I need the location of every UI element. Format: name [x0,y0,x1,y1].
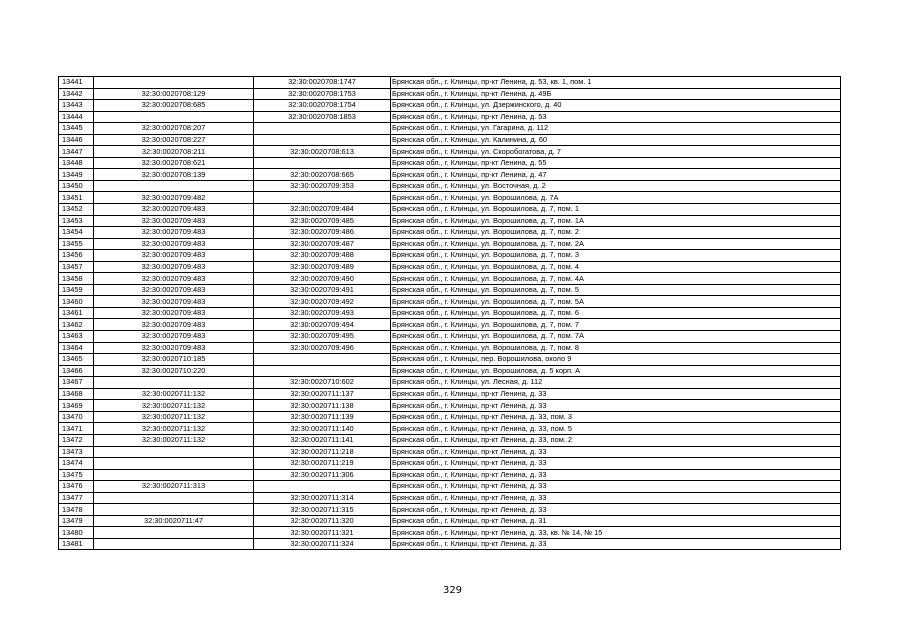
table-row [59,434,841,446]
table-row [59,215,841,227]
row-number-cell: 13472 [59,434,94,446]
cadastral-number-cell: 32:30:0020709:483 [94,342,254,354]
cadastral-number-cell: 32:30:0020711:132 [94,400,254,412]
address-cell: Брянская обл., г. Клинцы, ул. Восточная, д. 2 [391,180,841,192]
row-number-cell: 13463 [59,331,94,343]
row-number-cell: 13449 [59,169,94,181]
row-number-cell: 13445 [59,123,94,135]
address-cell: Брянская обл., г. Клинцы, ул. Ворошилова, д. 7, пом. 1 [391,204,841,216]
object-cadastral-number-cell: 32:30:0020709:487 [254,238,391,250]
object-cadastral-number-cell [254,192,391,204]
row-number-cell: 13461 [59,307,94,319]
object-cadastral-number-cell: 32:30:0020711:314 [254,492,391,504]
cadastral-number-cell [94,527,254,539]
address-cell: Брянская обл., г. Клинцы, пр-кт Ленина, д. 53, кв. 1, пом. 1 [391,77,841,89]
table-row [59,111,841,123]
cadastral-number-cell: 32:30:0020709:483 [94,238,254,250]
row-number-cell: 13471 [59,423,94,435]
row-number-cell: 13444 [59,111,94,123]
object-cadastral-number-cell: 32:30:0020711:138 [254,400,391,412]
cadastral-number-cell: 32:30:0020709:483 [94,215,254,227]
cadastral-number-cell: 32:30:0020710:185 [94,354,254,366]
cadastral-number-cell [94,538,254,550]
cadastral-number-cell [94,504,254,516]
cadastral-number-cell: 32:30:0020708:227 [94,134,254,146]
cadastral-number-cell: 32:30:0020711:132 [94,434,254,446]
cadastral-number-cell: 32:30:0020709:483 [94,204,254,216]
table-row [59,238,841,250]
cadastral-number-cell [94,469,254,481]
cadastral-number-cell: 32:30:0020708:139 [94,169,254,181]
table-body [59,77,841,550]
address-cell: Брянская обл., г. Клинцы, пр-кт Ленина, д. 33 [391,538,841,550]
address-cell: Брянская обл., г. Клинцы, ул. Лесная, д. 112 [391,377,841,389]
address-cell: Брянская обл., г. Клинцы, пр-кт Ленина, д. 33, пом. 3 [391,411,841,423]
table-row [59,411,841,423]
object-cadastral-number-cell: 32:30:0020709:493 [254,307,391,319]
row-number-cell: 13477 [59,492,94,504]
object-cadastral-number-cell: 32:30:0020709:485 [254,215,391,227]
object-cadastral-number-cell: 32:30:0020711:320 [254,515,391,527]
object-cadastral-number-cell: 32:30:0020709:484 [254,204,391,216]
address-cell: Брянская обл., г. Клинцы, пр-кт Ленина, д. 33 [391,388,841,400]
address-cell: Брянская обл., г. Клинцы, пр-кт Ленина, д. 33, пом. 2 [391,434,841,446]
table-row [59,77,841,89]
address-cell: Брянская обл., г. Клинцы, ул. Ворошилова, д. 7, пом. 7 [391,319,841,331]
row-number-cell: 13478 [59,504,94,516]
table-row [59,169,841,181]
table-row [59,273,841,285]
object-cadastral-number-cell: 32:30:0020709:486 [254,227,391,239]
address-cell: Брянская обл., г. Клинцы, пр-кт Ленина, д. 33 [391,446,841,458]
row-number-cell: 13451 [59,192,94,204]
cadastral-number-cell [94,377,254,389]
object-cadastral-number-cell [254,365,391,377]
address-cell: Брянская обл., г. Клинцы, пр-кт Ленина, д. 47 [391,169,841,181]
address-cell: Брянская обл., г. Клинцы, ул. Скоробогатова, д. 7 [391,146,841,158]
cadastral-number-cell: 32:30:0020708:621 [94,157,254,169]
row-number-cell: 13448 [59,157,94,169]
object-cadastral-number-cell: 32:30:0020710:602 [254,377,391,389]
cadastral-number-cell [94,180,254,192]
object-cadastral-number-cell [254,354,391,366]
object-cadastral-number-cell [254,481,391,493]
table-row [59,319,841,331]
table-row [59,446,841,458]
object-cadastral-number-cell: 32:30:0020708:613 [254,146,391,158]
row-number-cell: 13480 [59,527,94,539]
cadastral-number-cell: 32:30:0020711:132 [94,423,254,435]
cadastral-number-cell: 32:30:0020708:129 [94,88,254,100]
object-cadastral-number-cell: 32:30:0020709:491 [254,284,391,296]
table-row [59,354,841,366]
page-number: 329 [442,585,463,596]
address-cell: Брянская обл., г. Клинцы, ул. Ворошилова, д. 5 корп. А [391,365,841,377]
table-row [59,342,841,354]
address-cell: Брянская обл., г. Клинцы, ул. Гагарина, д. 112 [391,123,841,135]
cadastral-number-cell: 32:30:0020709:482 [94,192,254,204]
cadastral-number-cell: 32:30:0020709:483 [94,331,254,343]
object-cadastral-number-cell: 32:30:0020708:1754 [254,100,391,112]
row-number-cell: 13476 [59,481,94,493]
address-cell: Брянская обл., г. Клинцы, пр-кт Ленина, д. 33 [391,469,841,481]
object-cadastral-number-cell [254,157,391,169]
object-cadastral-number-cell: 32:30:0020711:315 [254,504,391,516]
table-row [59,538,841,550]
table-row [59,469,841,481]
object-cadastral-number-cell: 32:30:0020709:495 [254,331,391,343]
cadastral-number-cell: 32:30:0020708:207 [94,123,254,135]
cadastral-number-cell: 32:30:0020709:483 [94,296,254,308]
address-cell: Брянская обл., г. Клинцы, пр-кт Ленина, д. 49Б [391,88,841,100]
table-row [59,157,841,169]
address-cell: Брянская обл., г. Клинцы, ул. Дзержинского, д. 40 [391,100,841,112]
table-row [59,204,841,216]
row-number-cell: 13465 [59,354,94,366]
cadastral-number-cell [94,492,254,504]
address-cell: Брянская обл., г. Клинцы, пр-кт Ленина, д. 33 [391,504,841,516]
row-number-cell: 13450 [59,180,94,192]
row-number-cell: 13481 [59,538,94,550]
table-row [59,123,841,135]
row-number-cell: 13455 [59,238,94,250]
object-cadastral-number-cell: 32:30:0020709:353 [254,180,391,192]
address-cell: Брянская обл., г. Клинцы, ул. Ворошилова, д. 7, пом. 4 [391,261,841,273]
address-cell: Брянская обл., г. Клинцы, пр-кт Ленина, д. 31 [391,515,841,527]
object-cadastral-number-cell: 32:30:0020711:140 [254,423,391,435]
row-number-cell: 13467 [59,377,94,389]
row-number-cell: 13459 [59,284,94,296]
row-number-cell: 13453 [59,215,94,227]
row-number-cell: 13446 [59,134,94,146]
object-cadastral-number-cell: 32:30:0020709:492 [254,296,391,308]
address-cell: Брянская обл., г. Клинцы, ул. Ворошилова, д. 7, пом. 4А [391,273,841,285]
table-row [59,388,841,400]
cadastral-number-cell [94,458,254,470]
table-row [59,146,841,158]
table-row [59,192,841,204]
row-number-cell: 13456 [59,250,94,262]
row-number-cell: 13457 [59,261,94,273]
object-cadastral-number-cell: 32:30:0020708:1753 [254,88,391,100]
row-number-cell: 13469 [59,400,94,412]
address-cell: Брянская обл., г. Клинцы, ул. Ворошилова, д. 7, пом. 2А [391,238,841,250]
address-cell: Брянская обл., г. Клинцы, пр-кт Ленина, д. 33 [391,400,841,412]
object-cadastral-number-cell: 32:30:0020711:321 [254,527,391,539]
address-cell: Брянская обл., г. Клинцы, ул. Ворошилова, д. 7, пом. 7А [391,331,841,343]
cadastral-number-cell: 32:30:0020708:685 [94,100,254,112]
row-number-cell: 13441 [59,77,94,89]
table-row [59,284,841,296]
row-number-cell: 13466 [59,365,94,377]
table-row [59,365,841,377]
cadastral-number-cell: 32:30:0020709:483 [94,307,254,319]
row-number-cell: 13454 [59,227,94,239]
table-row [59,227,841,239]
address-cell: Брянская обл., г. Клинцы, пр-кт Ленина, д. 53 [391,111,841,123]
row-number-cell: 13442 [59,88,94,100]
table-row [59,88,841,100]
address-cell: Брянская обл., г. Клинцы, пер. Ворошилова, около 9 [391,354,841,366]
cadastral-number-cell: 32:30:0020710:220 [94,365,254,377]
object-cadastral-number-cell: 32:30:0020711:306 [254,469,391,481]
address-cell: Брянская обл., г. Клинцы, ул. Ворошилова, д. 7, пом. 8 [391,342,841,354]
cadastral-number-cell: 32:30:0020708:211 [94,146,254,158]
object-cadastral-number-cell [254,134,391,146]
table-row [59,515,841,527]
row-number-cell: 13475 [59,469,94,481]
cadastral-number-cell: 32:30:0020709:483 [94,261,254,273]
table-row [59,377,841,389]
object-cadastral-number-cell: 32:30:0020711:141 [254,434,391,446]
row-number-cell: 13443 [59,100,94,112]
cadastral-number-cell: 32:30:0020711:47 [94,515,254,527]
object-cadastral-number-cell: 32:30:0020711:219 [254,458,391,470]
object-cadastral-number-cell: 32:30:0020709:490 [254,273,391,285]
cadastral-number-cell: 32:30:0020709:483 [94,319,254,331]
address-cell: Брянская обл., г. Клинцы, пр-кт Ленина, д. 33 [391,492,841,504]
row-number-cell: 13447 [59,146,94,158]
object-cadastral-number-cell: 32:30:0020709:496 [254,342,391,354]
table-row [59,100,841,112]
object-cadastral-number-cell: 32:30:0020711:137 [254,388,391,400]
table-row [59,296,841,308]
cadastral-number-cell: 32:30:0020709:483 [94,284,254,296]
row-number-cell: 13479 [59,515,94,527]
object-cadastral-number-cell: 32:30:0020711:218 [254,446,391,458]
address-cell: Брянская обл., г. Клинцы, ул. Ворошилова, д. 7А [391,192,841,204]
cadastral-number-cell: 32:30:0020711:132 [94,411,254,423]
object-cadastral-number-cell: 32:30:0020708:1747 [254,77,391,89]
cadastral-number-cell: 32:30:0020709:483 [94,227,254,239]
address-cell: Брянская обл., г. Клинцы, ул. Ворошилова, д. 7, пом. 3 [391,250,841,262]
cadastral-number-cell: 32:30:0020711:313 [94,481,254,493]
address-cell: Брянская обл., г. Клинцы, ул. Ворошилова, д. 7, пом. 6 [391,307,841,319]
cadastral-number-cell: 32:30:0020711:132 [94,388,254,400]
cadastral-number-cell [94,77,254,89]
object-cadastral-number-cell: 32:30:0020709:488 [254,250,391,262]
address-cell: Брянская обл., г. Клинцы, пр-кт Ленина, д. 33 [391,458,841,470]
property-table [58,76,841,550]
table-row [59,527,841,539]
object-cadastral-number-cell: 32:30:0020709:489 [254,261,391,273]
cadastral-number-cell: 32:30:0020709:483 [94,250,254,262]
cadastral-number-cell: 32:30:0020709:483 [94,273,254,285]
table-row [59,492,841,504]
address-cell: Брянская обл., г. Клинцы, ул. Ворошилова, д. 7, пом. 2 [391,227,841,239]
table-row [59,180,841,192]
row-number-cell: 13452 [59,204,94,216]
row-number-cell: 13473 [59,446,94,458]
address-cell: Брянская обл., г. Клинцы, пр-кт Ленина, д. 55 [391,157,841,169]
table-row [59,134,841,146]
object-cadastral-number-cell: 32:30:0020708:665 [254,169,391,181]
table-row [59,250,841,262]
address-cell: Брянская обл., г. Клинцы, ул. Ворошилова, д. 7, пом. 5А [391,296,841,308]
address-cell: Брянская обл., г. Клинцы, пр-кт Ленина, д. 33 [391,481,841,493]
address-cell: Брянская обл., г. Клинцы, пр-кт Ленина, д. 33, пом. 5 [391,423,841,435]
row-number-cell: 13464 [59,342,94,354]
table-row [59,423,841,435]
table-row [59,307,841,319]
row-number-cell: 13470 [59,411,94,423]
address-cell: Брянская обл., г. Клинцы, пр-кт Ленина, д. 33, кв. № 14, № 15 [391,527,841,539]
row-number-cell: 13474 [59,458,94,470]
table-row [59,481,841,493]
row-number-cell: 13468 [59,388,94,400]
address-cell: Брянская обл., г. Клинцы, ул. Калинина, д. 60 [391,134,841,146]
address-cell: Брянская обл., г. Клинцы, ул. Ворошилова, д. 7, пом. 1А [391,215,841,227]
row-number-cell: 13462 [59,319,94,331]
row-number-cell: 13458 [59,273,94,285]
table-row [59,400,841,412]
object-cadastral-number-cell: 32:30:0020711:324 [254,538,391,550]
cadastral-number-cell [94,446,254,458]
table-row [59,458,841,470]
table-row [59,261,841,273]
row-number-cell: 13460 [59,296,94,308]
cadastral-number-cell [94,111,254,123]
object-cadastral-number-cell: 32:30:0020708:1853 [254,111,391,123]
object-cadastral-number-cell [254,123,391,135]
address-cell: Брянская обл., г. Клинцы, ул. Ворошилова, д. 7, пом. 5 [391,284,841,296]
table-row [59,331,841,343]
object-cadastral-number-cell: 32:30:0020709:494 [254,319,391,331]
object-cadastral-number-cell: 32:30:0020711:139 [254,411,391,423]
table-row [59,504,841,516]
